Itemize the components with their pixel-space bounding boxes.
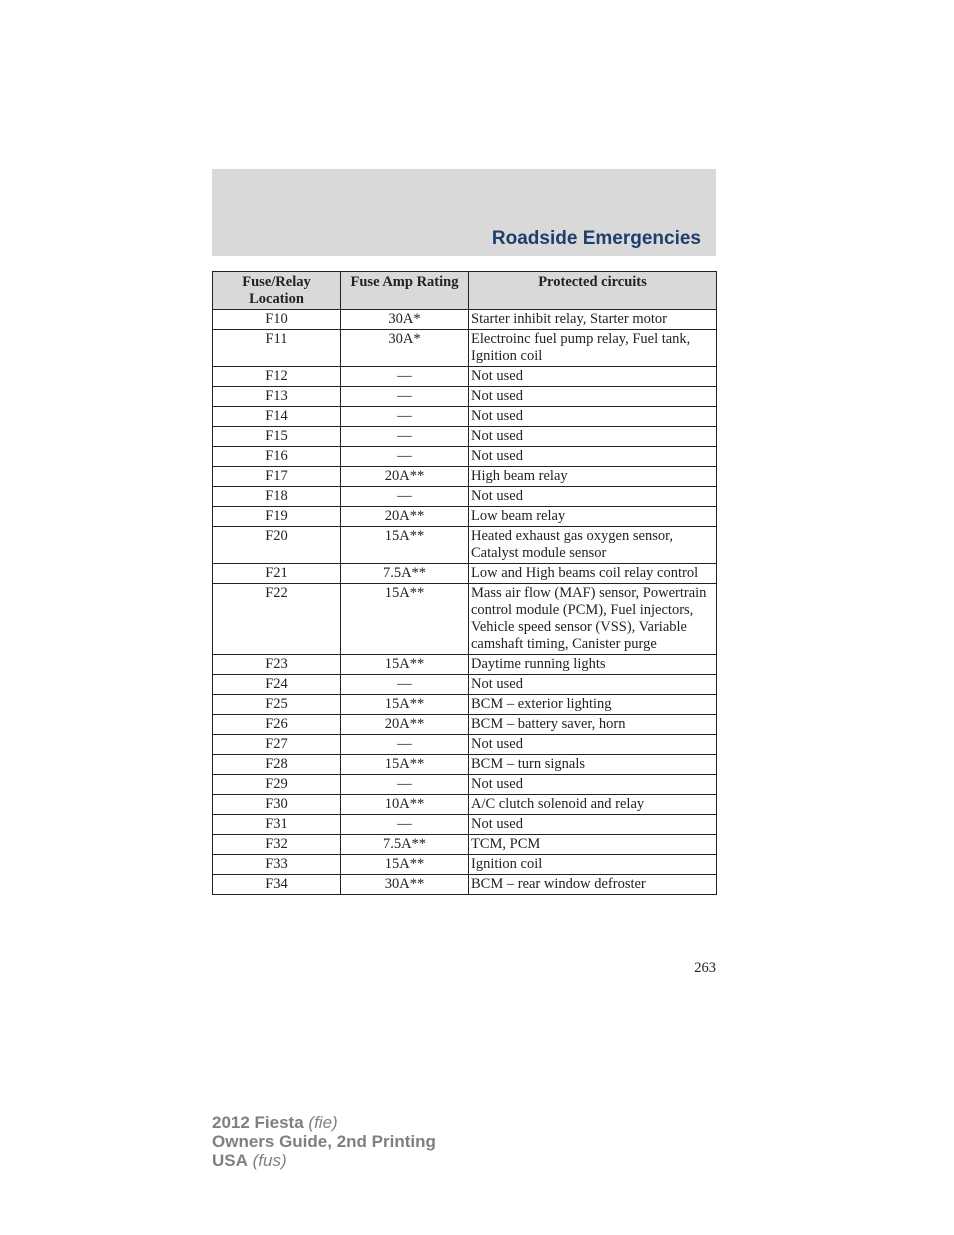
footer-model: 2012 Fiesta <box>212 1113 304 1132</box>
table-row <box>213 564 717 584</box>
fuse-amp-cell: 30A* <box>341 310 469 330</box>
table-row <box>213 487 717 507</box>
table-row <box>213 447 717 467</box>
fuse-amp-cell: 20A** <box>341 507 469 527</box>
table-row <box>213 310 717 330</box>
table-row <box>213 427 717 447</box>
fuse-location-cell: F10 <box>213 310 341 330</box>
fuse-location-cell: F16 <box>213 447 341 467</box>
footer-market: USA <box>212 1151 248 1170</box>
footer-market-code: (fus) <box>252 1151 287 1170</box>
fuse-location-cell: F18 <box>213 487 341 507</box>
table-row <box>213 875 717 895</box>
fuse-amp-cell: 15A** <box>341 755 469 775</box>
protected-circuits-cell: Not used <box>469 735 717 755</box>
table-row <box>213 330 717 367</box>
fuse-amp-cell: 15A** <box>341 584 469 655</box>
fuse-location-cell: F14 <box>213 407 341 427</box>
column-header-protected-circuits: Protected circuits <box>469 272 717 310</box>
section-title: Roadside Emergencies <box>491 228 701 249</box>
fuse-amp-cell: — <box>341 387 469 407</box>
fuse-location-cell: F21 <box>213 564 341 584</box>
table-row <box>213 387 717 407</box>
fuse-amp-cell: 30A** <box>341 875 469 895</box>
table-row <box>213 407 717 427</box>
protected-circuits-cell: High beam relay <box>469 467 717 487</box>
footer-guide: Owners Guide, 2nd Printing <box>212 1132 436 1151</box>
fuse-location-cell: F31 <box>213 815 341 835</box>
fuse-location-cell: F20 <box>213 527 341 564</box>
fuse-location-cell: F12 <box>213 367 341 387</box>
protected-circuits-cell: Not used <box>469 427 717 447</box>
protected-circuits-cell: BCM – rear window defroster <box>469 875 717 895</box>
protected-circuits-cell: BCM – battery saver, horn <box>469 715 717 735</box>
table-row <box>213 855 717 875</box>
protected-circuits-cell: BCM – turn signals <box>469 755 717 775</box>
fuse-location-cell: F15 <box>213 427 341 447</box>
fuse-location-cell: F33 <box>213 855 341 875</box>
table-header-row <box>213 272 717 310</box>
fuse-location-cell: F25 <box>213 695 341 715</box>
fuse-amp-cell: 7.5A** <box>341 564 469 584</box>
table-row <box>213 795 717 815</box>
table-row <box>213 735 717 755</box>
fuse-amp-cell: 20A** <box>341 467 469 487</box>
protected-circuits-cell: Low and High beams coil relay control <box>469 564 717 584</box>
footer-guide-line <box>212 1132 436 1151</box>
fuse-amp-cell: 15A** <box>341 655 469 675</box>
table-row <box>213 695 717 715</box>
fuse-amp-cell: 7.5A** <box>341 835 469 855</box>
fuse-amp-cell: 15A** <box>341 695 469 715</box>
protected-circuits-cell: Ignition coil <box>469 855 717 875</box>
protected-circuits-cell: Mass air flow (MAF) sensor, Powertrain control module (PCM), Fuel injectors, Vehicle speed sensor (VSS), Variable camshaft timing, Canister purge <box>469 584 717 655</box>
protected-circuits-cell: Not used <box>469 407 717 427</box>
fuse-amp-cell: — <box>341 447 469 467</box>
page-number: 263 <box>694 960 716 976</box>
fuse-location-cell: F34 <box>213 875 341 895</box>
fuse-amp-cell: 20A** <box>341 715 469 735</box>
fuse-location-cell: F30 <box>213 795 341 815</box>
footer-market-line <box>212 1151 436 1170</box>
fuse-location-cell: F11 <box>213 330 341 367</box>
table-row <box>213 755 717 775</box>
protected-circuits-cell: Starter inhibit relay, Starter motor <box>469 310 717 330</box>
fuse-location-cell: F23 <box>213 655 341 675</box>
fuse-location-cell: F26 <box>213 715 341 735</box>
fuse-amp-cell: — <box>341 675 469 695</box>
fuse-location-cell: F29 <box>213 775 341 795</box>
fuse-location-cell: F22 <box>213 584 341 655</box>
protected-circuits-cell: BCM – exterior lighting <box>469 695 717 715</box>
table-row <box>213 835 717 855</box>
fuse-amp-cell: — <box>341 487 469 507</box>
protected-circuits-cell: Not used <box>469 447 717 467</box>
protected-circuits-cell: Daytime running lights <box>469 655 717 675</box>
fuse-location-cell: F32 <box>213 835 341 855</box>
protected-circuits-cell: TCM, PCM <box>469 835 717 855</box>
fuse-location-cell: F19 <box>213 507 341 527</box>
section-header-band <box>212 169 716 256</box>
fuse-location-cell: F27 <box>213 735 341 755</box>
table-row <box>213 715 717 735</box>
fuse-location-cell: F17 <box>213 467 341 487</box>
protected-circuits-cell: Not used <box>469 487 717 507</box>
fuse-amp-cell: 10A** <box>341 795 469 815</box>
column-header-location: Fuse/Relay Location <box>213 272 341 310</box>
fuse-table <box>212 271 717 895</box>
fuse-location-cell: F24 <box>213 675 341 695</box>
table-row <box>213 815 717 835</box>
fuse-location-cell: F13 <box>213 387 341 407</box>
fuse-location-cell: F28 <box>213 755 341 775</box>
fuse-amp-cell: — <box>341 427 469 447</box>
table-row <box>213 675 717 695</box>
footer-model-line <box>212 1113 436 1132</box>
protected-circuits-cell: A/C clutch solenoid and relay <box>469 795 717 815</box>
fuse-amp-cell: — <box>341 775 469 795</box>
fuse-amp-cell: 30A* <box>341 330 469 367</box>
protected-circuits-cell: Low beam relay <box>469 507 717 527</box>
protected-circuits-cell: Not used <box>469 775 717 795</box>
protected-circuits-cell: Electroinc fuel pump relay, Fuel tank, Ignition coil <box>469 330 717 367</box>
fuse-amp-cell: 15A** <box>341 527 469 564</box>
fuse-amp-cell: 15A** <box>341 855 469 875</box>
table-row <box>213 527 717 564</box>
document-footer <box>212 1113 436 1170</box>
table-row <box>213 467 717 487</box>
fuse-amp-cell: — <box>341 735 469 755</box>
table-row <box>213 367 717 387</box>
table-row <box>213 655 717 675</box>
fuse-amp-cell: — <box>341 407 469 427</box>
protected-circuits-cell: Heated exhaust gas oxygen sensor, Catalyst module sensor <box>469 527 717 564</box>
protected-circuits-cell: Not used <box>469 675 717 695</box>
table-row <box>213 775 717 795</box>
protected-circuits-cell: Not used <box>469 387 717 407</box>
protected-circuits-cell: Not used <box>469 367 717 387</box>
protected-circuits-cell: Not used <box>469 815 717 835</box>
footer-model-code: (fie) <box>308 1113 338 1132</box>
table-row <box>213 507 717 527</box>
column-header-amp-rating: Fuse Amp Rating <box>341 272 469 310</box>
fuse-table-body <box>213 310 717 895</box>
table-row <box>213 584 717 655</box>
fuse-amp-cell: — <box>341 367 469 387</box>
fuse-amp-cell: — <box>341 815 469 835</box>
